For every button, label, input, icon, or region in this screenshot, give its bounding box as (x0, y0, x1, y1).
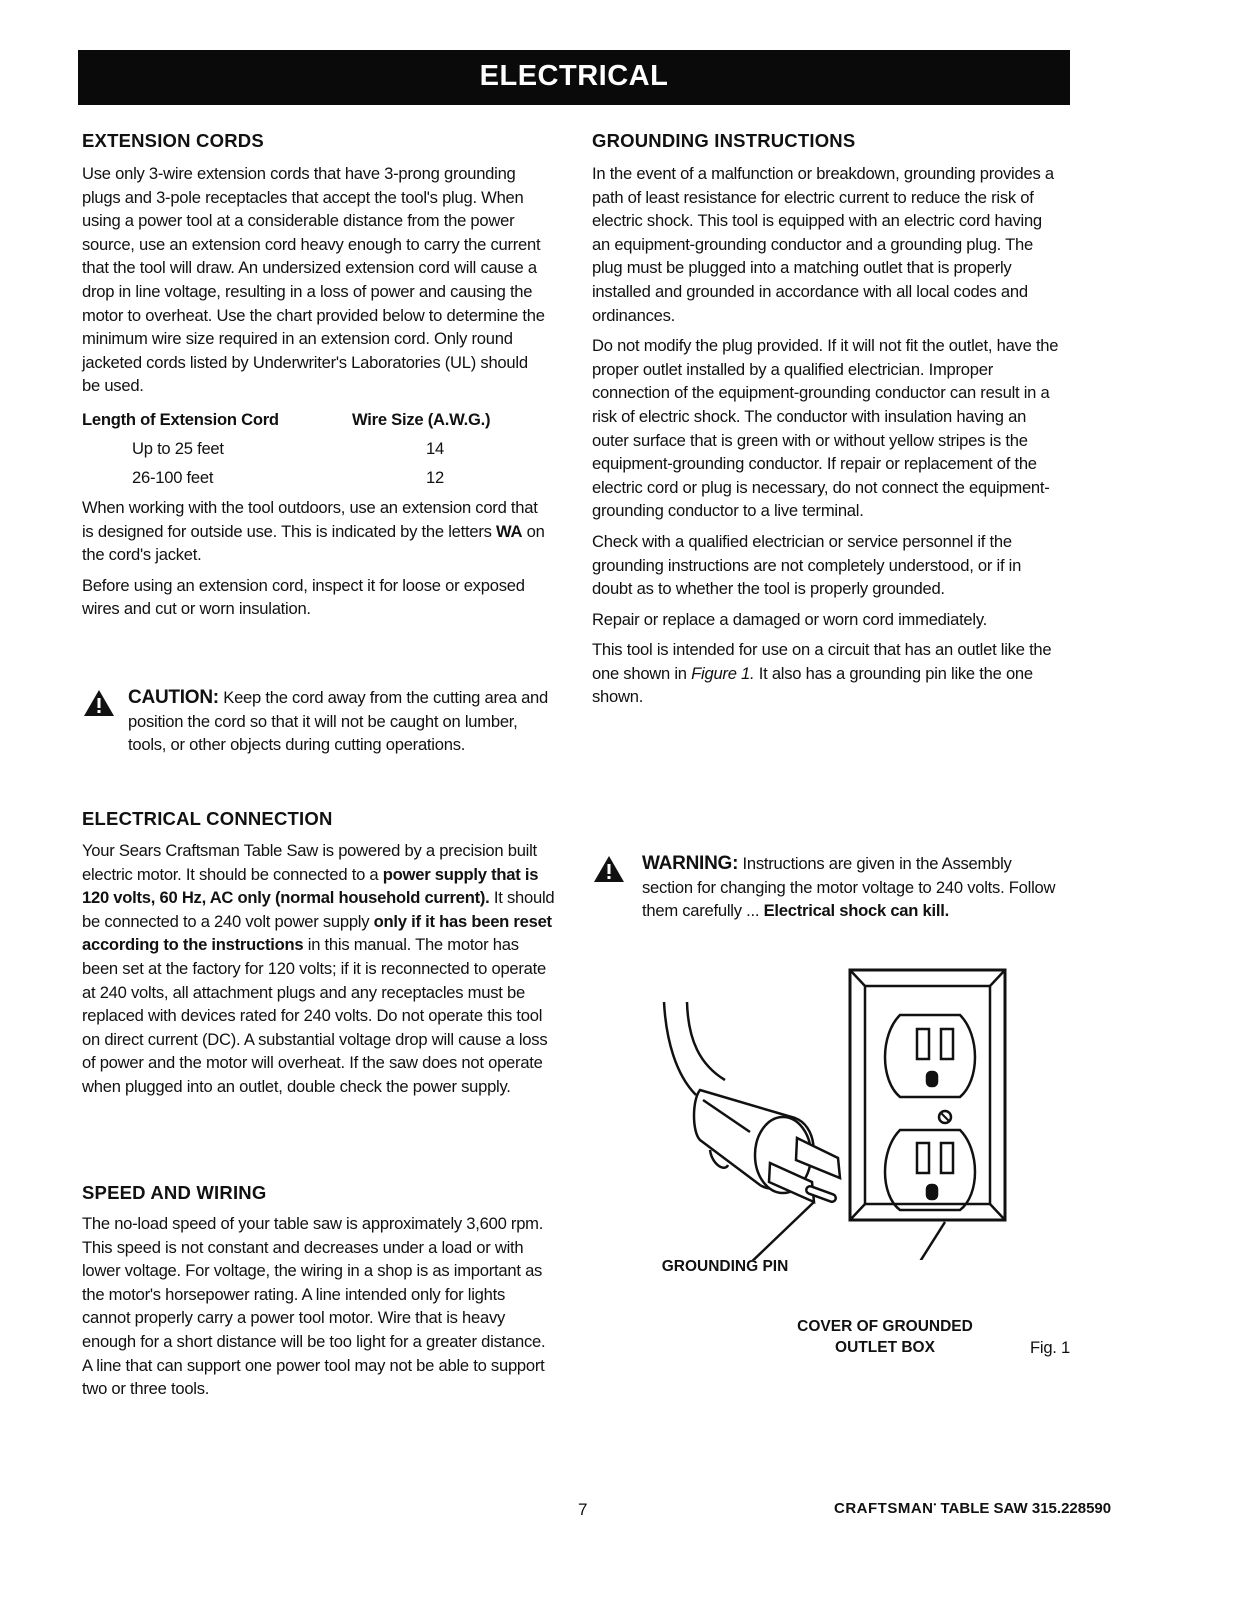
paragraph: Use only 3-wire extension cords that have 3-prong grounding plugs and 3-pole receptacles that accept the tool's plug. When using a power tool at a considerable distance from the power source, use an extension cord heavy enough to carry the current that the tool will draw. An undersized extension cord will cause a drop in line voltage, resulting in a loss of power and causing the motor to overheat. Use the chart provided below to determine the minimum wire size required in an extension cord. Only round jacketed cords listed by Underwriter's Laboratories (UL) should be used. (82, 164, 545, 396)
brand-logo: CRAFTSMAN (834, 1500, 934, 1517)
text-bold: only if it has been reset according to the instructions (82, 911, 552, 955)
heading-electrical-connection: ELECTRICAL CONNECTION (82, 808, 333, 829)
text: It also has a grounding pin like the one shown. (592, 663, 1033, 707)
outlet-icon (850, 970, 1005, 1220)
plug-icon (664, 1002, 840, 1202)
cover-leader-line (902, 1222, 945, 1260)
warning-label: WARNING: (642, 853, 739, 874)
paragraph: Before using an extension cord, inspect it for loose or exposed wires and cut or worn insulation. (82, 575, 525, 619)
paragraph (82, 496, 550, 567)
warning-text: Instructions are given in the Assembly section for changing the motor voltage to 240 volts. Follow them carefully ... (642, 854, 1056, 921)
pin-leader-line (743, 1202, 814, 1260)
text: in this manual. The motor has been set at the factory for 120 volts; if it is reconnected to operate at 240 volts, all attachment plugs and any receptacles must be replaced with devices rated for 240 volts. Do not operate this tool on direct current (DC). A substantial voltage drop will cause a loss of power and the motor will overheat. If the saw does not operate when plugged into an outlet, double check the power supply. (82, 935, 548, 1096)
paragraph: Repair or replace a damaged or worn cord immediately. (592, 609, 988, 629)
caution-text: Keep the cord away from the cutting area and position the cord so that it will not be caught on lumber, tools, or other objects during cutting operations. (128, 688, 549, 755)
text-bold: power supply that is 120 volts, 60 Hz, AC only (normal household current). (82, 864, 539, 908)
text: This tool is intended for use on a circuit that has an outlet like the one shown in (592, 640, 1052, 683)
model-text: TABLE SAW 315.228590 (940, 1500, 1112, 1517)
text: on the cord's jacket. (82, 521, 545, 565)
text: It should be connected to a 240 volt power supply (82, 888, 555, 931)
paragraph: Check with a qualified electrician or service personnel if the grounding instructions are not completely understood, or if in doubt as to whether the tool is properly grounded. (592, 531, 1022, 599)
table-cell: 12 (426, 467, 444, 487)
electrical-connection-text (82, 839, 557, 1106)
figure-reference: Figure 1. (691, 663, 755, 683)
heading-grounding-instructions: GROUNDING INSTRUCTIONS (592, 130, 856, 151)
table-cell: 26-100 feet (132, 467, 214, 487)
paragraph (82, 839, 557, 1099)
outlet-cover-label: COVER OF GROUNDED OUTLET BOX (797, 1318, 973, 1356)
grounding-pin-label: GROUNDING PIN (661, 1258, 789, 1275)
heading-extension-cords: EXTENSION CORDS (82, 130, 264, 151)
text: Your Sears Craftsman Table Saw is powered by a precision built electric motor. It should be connected to a (82, 841, 537, 884)
caution-notice (82, 686, 552, 757)
table-header: Wire Size (A.W.G.) (352, 409, 491, 429)
paragraph (592, 638, 1060, 709)
grounding-instructions-text (592, 162, 1060, 716)
paragraph: In the event of a malfunction or breakdown, grounding provides a path of least resistance for electric current to reduce the risk of electric shock. This tool is equipped with an electric cord having an equipment-grounding conductor and a grounding plug. The plug must be plugged into a matching outlet that is properly installed and grounded in accordance with all local codes and ordinances. (592, 164, 1054, 325)
table-cell: Up to 25 feet (132, 438, 224, 458)
page-number: 7 (578, 1500, 588, 1519)
text: When working with the tool outdoors, use an extension cord that is designed for outside use. This is indicated by the letters (82, 497, 538, 541)
footer-product: CRAFTSMAN• TABLE SAW 315.228590 (834, 1500, 1112, 1517)
plug-and-outlet-illustration (600, 960, 1080, 1260)
warning-notice (592, 852, 1062, 923)
caution-label: CAUTION: (128, 687, 219, 708)
warning-triangle-icon (82, 688, 116, 718)
wire-size-table (82, 405, 550, 492)
text-bold: WA (496, 521, 523, 541)
paragraph: Do not modify the plug provided. If it will not fit the outlet, have the proper outlet installed by a qualified electrician. Improper connection of the equipment-grounding conductor can result in a risk of electric shock. The conductor with insulation having an outer surface that is green with or without yellow stripes is the equipment-grounding conductor. If repair or replacement of the electric cord or plug is necessary, do not connect the equipment-grounding conductor to a live terminal. (592, 336, 1059, 521)
table-cell: 14 (426, 438, 444, 458)
warning-bold-text: Electrical shock can kill. (763, 901, 949, 921)
speed-and-wiring-text: The no-load speed of your table saw is approximately 3,600 rpm. This speed is not constant and decreases under a load or with lower voltage. For voltage, the wiring in a shop is as important as the motor's horsepower rating. A line intended only for lights cannot properly carry a power tool motor. Wire that is heavy enough for a short distance will be too light for a greater distance. A line that can support one power tool may not be able to support two or three tools. (82, 1214, 546, 1399)
heading-speed-and-wiring: SPEED AND WIRING (82, 1182, 267, 1203)
figure-caption: Fig. 1 (1030, 1338, 1071, 1357)
extension-cords-section (82, 162, 550, 628)
warning-triangle-icon (592, 854, 626, 884)
section-title-bar: ELECTRICAL (78, 50, 1070, 105)
table-header: Length of Extension Cord (82, 409, 279, 429)
